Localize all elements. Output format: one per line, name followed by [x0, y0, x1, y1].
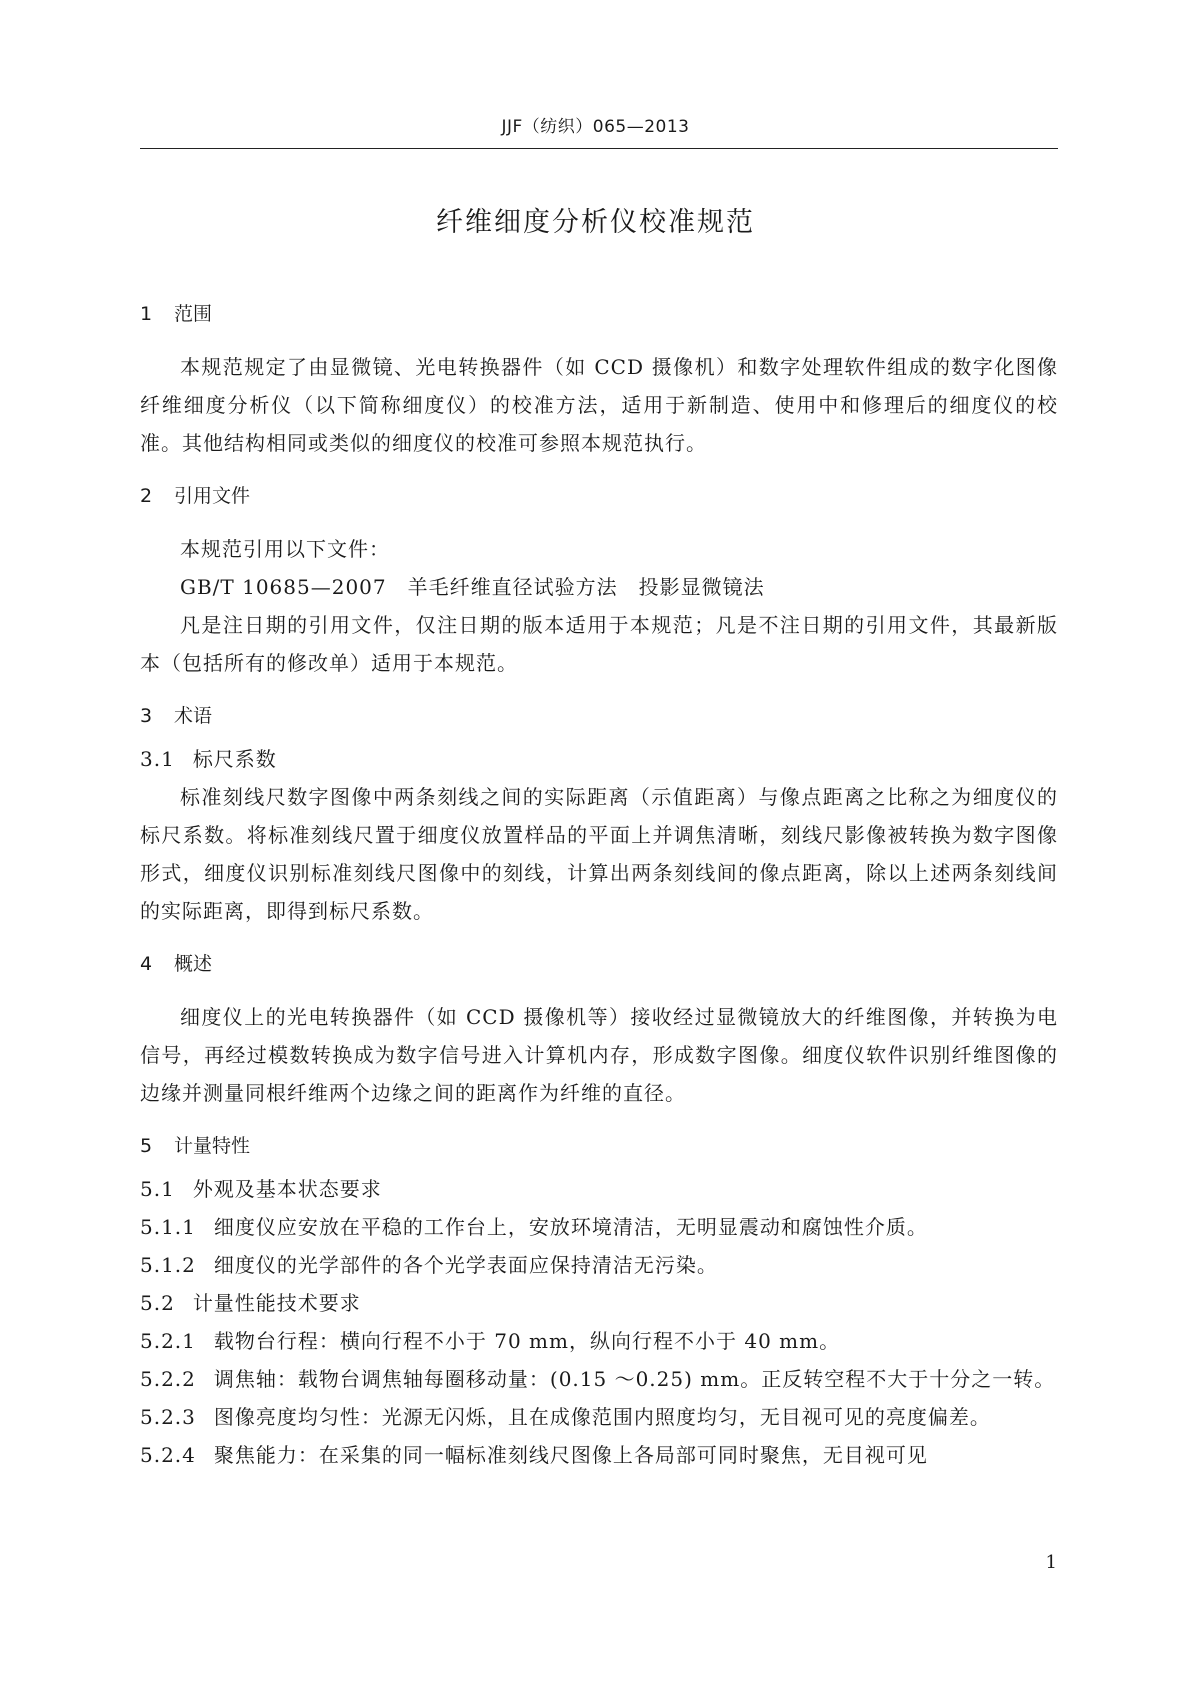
subsection-heading-3-1 [140, 740, 1058, 778]
document-body [140, 298, 1058, 1474]
clause-text: 调焦轴：载物台调焦轴每圈移动量：(0.15 ～0.25) mm。正反转空程不大于十分之一转。 [213, 1367, 1056, 1391]
section-heading-2 [140, 480, 1058, 512]
clause-number: 5.2.3 [140, 1405, 196, 1429]
section-title: 概述 [174, 953, 213, 975]
clause-5-1-1 [140, 1208, 1058, 1246]
paragraph-overview: 细度仪上的光电转换器件（如 CCD 摄像机等）接收经过显微镜放大的纤维图像，并转换为电信号，再经过模数转换成为数字信号进入计算机内存，形成数字图像。细度仪软件识别纤维图像的边缘并测量同根纤维两个边缘之间的距离作为纤维的直径。 [140, 1005, 1058, 1105]
clause-text: 载物台行程：横向行程不小于 70 mm，纵向行程不小于 40 mm。 [213, 1329, 841, 1353]
clause-text: 图像亮度均匀性：光源无闪烁，且在成像范围内照度均匀，无目视可见的亮度偏差。 [213, 1405, 991, 1429]
clause-number: 5.1.2 [140, 1253, 196, 1277]
clause-5-2-2 [140, 1360, 1058, 1398]
clause-number: 5.2.1 [140, 1329, 196, 1353]
clause-number: 5.2.2 [140, 1367, 196, 1391]
section-heading-4 [140, 948, 1058, 980]
section-heading-1 [140, 298, 1058, 330]
clause-5-2-4 [140, 1436, 1058, 1474]
header-divider [140, 148, 1058, 149]
paragraph-references-note: 凡是注日期的引用文件，仅注日期的版本适用于本规范；凡是不注日期的引用文件，其最新版本（包括所有的修改单）适用于本规范。 [140, 613, 1058, 675]
clause-number: 5.2 [140, 1291, 175, 1315]
clause-5-2 [140, 1284, 1058, 1322]
clause-text: 细度仪应安放在平稳的工作台上，安放环境清洁，无明显震动和腐蚀性介质。 [213, 1215, 928, 1239]
clause-text: 计量性能技术要求 [192, 1291, 361, 1315]
section-number: 4 [140, 953, 153, 975]
reference-item: GB/T 10685—2007 羊毛纤维直径试验方法 投影显微镜法 [180, 575, 765, 599]
paragraph-scale-factor: 标准刻线尺数字图像中两条刻线之间的实际距离（示值距离）与像点距离之比称之为细度仪的标尺系数。将标准刻线尺置于细度仪放置样品的平面上并调焦清晰，刻线尺影像被转换为数字图像形式，细度仪识别标准刻线尺图像中的刻线，计算出两条刻线间的像点距离，除以上述两条刻线间的实际距离，即得到标尺系数。 [140, 785, 1058, 923]
header-standard-code: JJF（纺织）065—2013 [501, 117, 690, 137]
section-number: 1 [140, 303, 153, 325]
section-title: 范围 [174, 303, 213, 325]
section-title: 引用文件 [174, 485, 251, 507]
clause-5-1 [140, 1170, 1058, 1208]
subsection-number: 3.1 [140, 747, 175, 771]
clause-5-2-1 [140, 1322, 1058, 1360]
clause-text: 聚焦能力：在采集的同一幅标准刻线尺图像上各局部可同时聚焦，无目视可见 [213, 1443, 928, 1467]
section-title: 计量特性 [174, 1135, 251, 1157]
section-number: 5 [140, 1135, 153, 1157]
section-title: 术语 [174, 705, 213, 727]
page-number: 1 [1045, 1552, 1057, 1573]
clause-text: 外观及基本状态要求 [192, 1177, 382, 1201]
clause-5-2-3 [140, 1398, 1058, 1436]
clause-5-1-2 [140, 1246, 1058, 1284]
paragraph-scope: 本规范规定了由显微镜、光电转换器件（如 CCD 摄像机）和数字处理软件组成的数字化图像纤维细度分析仪（以下简称细度仪）的校准方法，适用于新制造、使用中和修理后的细度仪的校准。其他结构相同或类似的细度仪的校准可参照本规范执行。 [140, 355, 1058, 455]
subsection-title: 标尺系数 [192, 747, 277, 771]
section-heading-3 [140, 700, 1058, 732]
section-number: 2 [140, 485, 153, 507]
section-number: 3 [140, 705, 153, 727]
document-title: 纤维细度分析仪校准规范 [436, 207, 755, 238]
clause-number: 5.2.4 [140, 1443, 196, 1467]
section-heading-5 [140, 1130, 1058, 1162]
clause-number: 5.1.1 [140, 1215, 196, 1239]
clause-number: 5.1 [140, 1177, 175, 1201]
clause-text: 细度仪的光学部件的各个光学表面应保持清洁无污染。 [213, 1253, 718, 1277]
references-intro: 本规范引用以下文件： [180, 537, 390, 561]
